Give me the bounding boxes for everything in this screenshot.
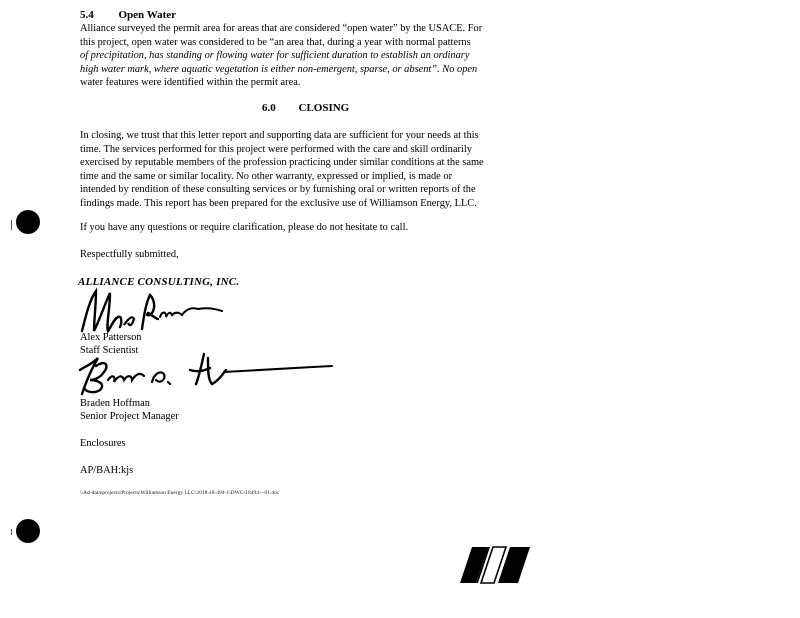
section-6-0-heading xyxy=(262,102,349,114)
signer1-name: Alex Patterson xyxy=(80,332,142,343)
punch-hole-lower xyxy=(16,519,40,543)
section-title: Open Water xyxy=(118,9,177,21)
company-name: ALLIANCE CONSULTING, INC. xyxy=(78,276,240,288)
paragraph-line: Alliance surveyed the permit area for areas that are considered “open water” by the USACE. For xyxy=(80,23,483,34)
signer1-title: Staff Scientist xyxy=(80,345,139,356)
margin-mark xyxy=(11,220,12,230)
section-5-4-heading xyxy=(80,9,176,21)
section-number: 5.4 xyxy=(80,9,94,21)
paragraph-line: exercised by reputable members of the profession practicing under similar conditions at the same xyxy=(80,157,484,169)
punch-hole-upper xyxy=(16,210,40,234)
closing-phrase: Respectfully submitted, xyxy=(80,249,179,260)
paragraph-line: water features were identified within the permit area. xyxy=(80,77,301,89)
initials-line: AP/BAH:kjs xyxy=(80,465,134,476)
open-water-paragraph xyxy=(80,22,550,90)
paragraph-line: intended by rendition of these consulting services or by furnishing oral or written reports of the xyxy=(80,184,476,196)
paragraph-line: time. The services performed for this project were performed with the care and skill ordinarily xyxy=(80,143,472,155)
section-title: CLOSING xyxy=(298,102,350,114)
paragraph-line: time and the same or similar locality. No other warranty, expressed or implied, is made or xyxy=(80,170,453,182)
file-path: \\Ad-data\projects\Projects\Williamson Energy LLC\2018\18-494-1\DWG\18494—01.doc xyxy=(80,490,280,496)
paragraph-line: of precipitation, has standing or flowing water for sufficient duration to establish an ordinary xyxy=(80,50,470,62)
closing-paragraph xyxy=(80,129,550,211)
enclosures-label: Enclosures xyxy=(80,438,126,449)
alliance-logo xyxy=(458,545,532,585)
paragraph-line: high water mark, where aquatic vegetation is either non-emergent, sparse, or absent”. No open xyxy=(80,63,478,75)
signer2-name: Braden Hoffman xyxy=(80,398,150,409)
margin-mark xyxy=(11,529,12,535)
paragraph-line: findings made. This report has been prepared for the exclusive use of Williamson Energy, LLC. xyxy=(80,197,477,209)
questions-line: If you have any questions or require clarification, please do not hesitate to call. xyxy=(80,222,409,233)
section-number: 6.0 xyxy=(262,102,276,114)
paragraph-line: this project, open water was considered to be “an area that, during a year with normal patterns xyxy=(80,36,471,48)
signer2-title: Senior Project Manager xyxy=(80,411,179,422)
paragraph-line: In closing, we trust that this letter report and supporting data are sufficient for your needs at this xyxy=(80,130,479,141)
signature-braden-hoffman xyxy=(74,350,336,398)
